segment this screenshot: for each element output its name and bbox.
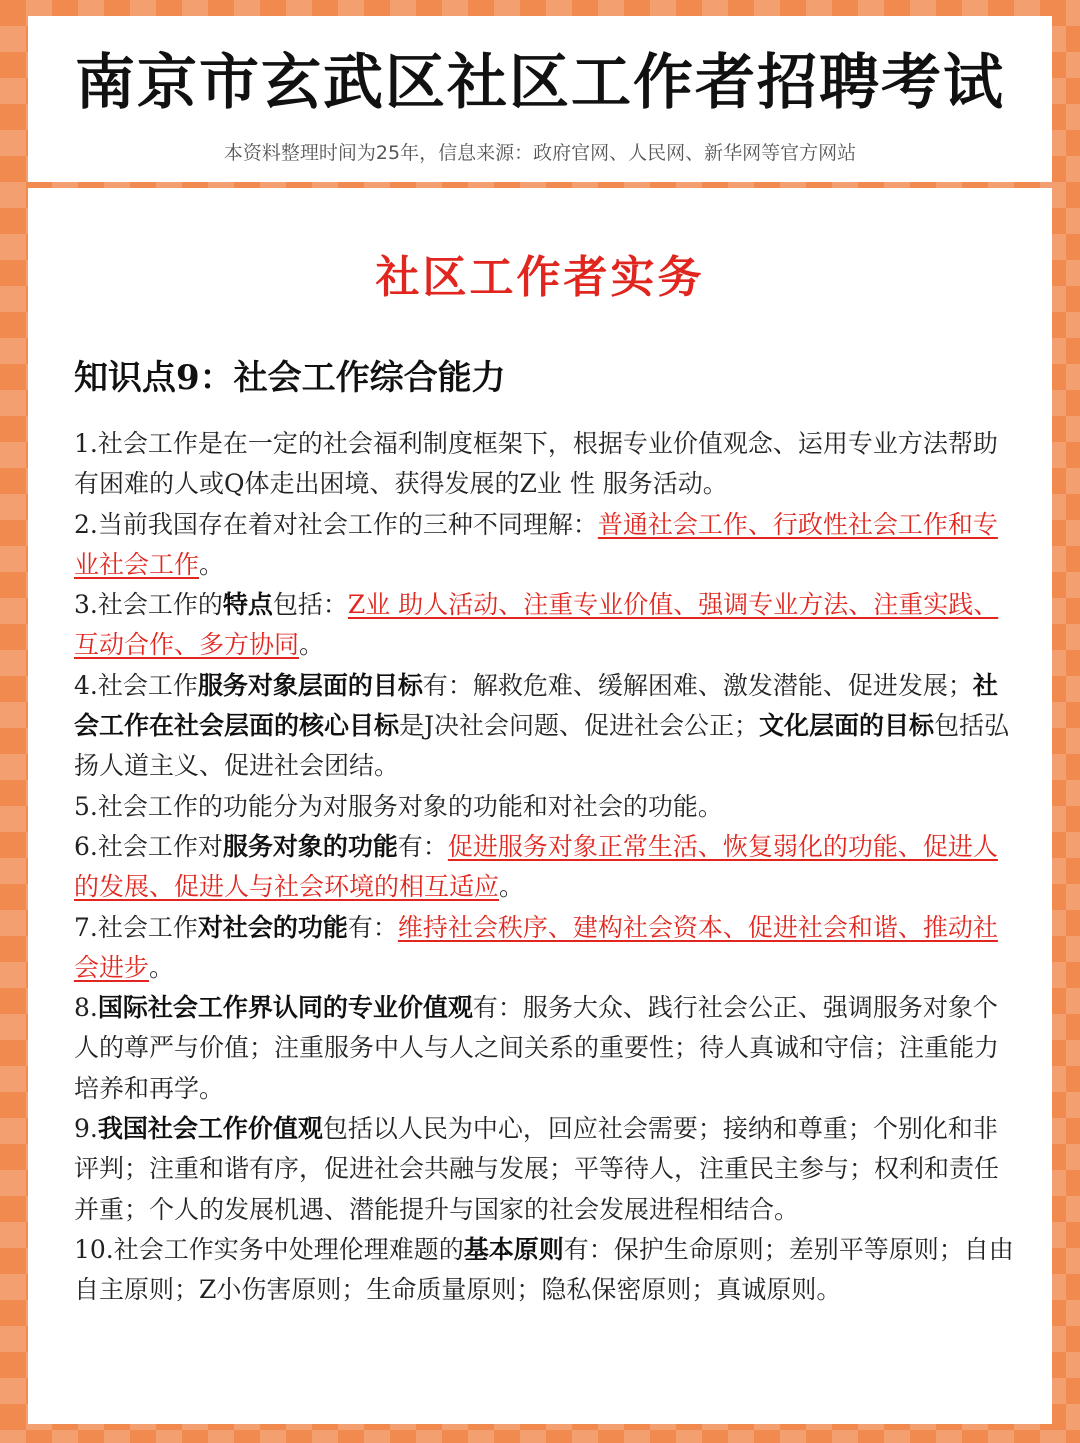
item-text: 4.社会工作 — [74, 670, 198, 700]
item-text: 有：保护生命原则；差别平等原则；自由自主原则；Z小伤害原则；生命质量原则；隐私保密原则；真诚原则。 — [74, 1234, 1014, 1305]
item-text: 有： — [397, 831, 448, 861]
header-card — [28, 16, 1052, 182]
item-text: 7.社会工作 — [74, 912, 198, 942]
list-item-7 — [74, 908, 1014, 989]
knowledge-list — [74, 424, 1014, 1311]
list-item-9 — [74, 1109, 1014, 1230]
item-text: 2.当前我国存在着对社会工作的三种不同理解： — [74, 509, 598, 539]
list-item-6 — [74, 827, 1014, 908]
item-bold: 国际社会工作界认同的专业价值观 — [97, 993, 473, 1023]
item-highlight: Z业 助人活动、注重专业价值、强调专业方法、注重实践、互动合作、多方协同 — [74, 590, 999, 660]
item-text: 9. — [74, 1114, 98, 1144]
item-text: 。 — [199, 549, 225, 579]
item-bold: 服务对象的功能 — [222, 831, 398, 861]
item-highlight: 促进服务对象正常生活、恢复弱化的功能、促进人的发展、促进人与社会环境的相互适应 — [74, 831, 998, 902]
item-highlight: 普通社会工作、行政性社会工作和专业社会工作 — [74, 509, 998, 579]
item-text: 3.社会工作的 — [74, 590, 223, 620]
list-item-10 — [74, 1230, 1014, 1311]
item-text: 是J决社会问题、促进社会公正； — [399, 711, 760, 741]
item-text: 包括弘扬人道主义、促进社会团结。 — [74, 711, 1010, 781]
list-item-8 — [74, 988, 1014, 1109]
item-text: 。 — [499, 872, 525, 902]
item-text: 1.社会工作是在一定的社会福利制度框架下，根据专业价值观念、运用专业方法帮助有困难的人或Q体走出困境、获得发展的Z业 性 服务活动。 — [74, 429, 998, 499]
item-text: 。 — [299, 630, 325, 660]
list-item-1 — [74, 424, 1014, 505]
item-text: 有：解救危难、缓解困难、激发潜能、促进发展； — [422, 670, 973, 700]
item-text: 有：服务大众、践行社会公正、强调服务对象个人的尊严与价值；注重服务中人与人之间关系的重要性；待人真诚和守信；注重能力培养和再学。 — [74, 993, 1000, 1103]
item-bold: 我国社会工作价值观 — [97, 1114, 323, 1144]
list-item-4 — [74, 666, 1014, 787]
item-text: 8. — [74, 993, 98, 1023]
item-text: 包括以人民为中心，回应社会需要；接纳和尊重；个别化和非评判；注重和谐有序，促进社会共融与发展；平等待人，注重民主参与；权利和责任并重；个人的发展机遇、潜能提升与国家的社会发展进程相结合。 — [74, 1114, 1000, 1224]
source-note: 本资料整理时间为25年，信息来源：政府官网、人民网、新华网等官方网站 — [223, 142, 857, 164]
item-bold: 文化层面的目标 — [759, 711, 935, 741]
item-bold: 社会工作在社会层面的核心目标 — [74, 670, 998, 741]
item-bold: 对社会的功能 — [197, 912, 348, 942]
item-text: 5.社会工作的功能分为对服务对象的功能和对社会的功能。 — [74, 791, 723, 821]
content-card — [28, 188, 1052, 1424]
item-text: 有： — [347, 912, 398, 942]
section-title: 社区工作者实务 — [375, 252, 705, 303]
item-text: 6.社会工作对 — [74, 831, 223, 861]
item-text: 。 — [149, 952, 175, 982]
list-item-3 — [74, 585, 1014, 666]
item-bold: 服务对象层面的目标 — [197, 670, 423, 700]
item-bold: 特点 — [222, 590, 273, 620]
knowledge-point-title: 知识点9：社会工作综合能力 — [74, 358, 506, 398]
page-title: 南京市玄武区社区工作者招聘考试 — [75, 48, 1005, 118]
list-item-2 — [74, 505, 1014, 586]
item-text: 10.社会工作实务中处理伦理难题的 — [74, 1234, 464, 1264]
list-item-5 — [74, 787, 1014, 827]
item-text: 包括： — [272, 590, 348, 620]
item-highlight: 维持社会秩序、建构社会资本、促进社会和谐、推动社会进步 — [74, 912, 998, 982]
item-bold: 基本原则 — [463, 1234, 564, 1264]
